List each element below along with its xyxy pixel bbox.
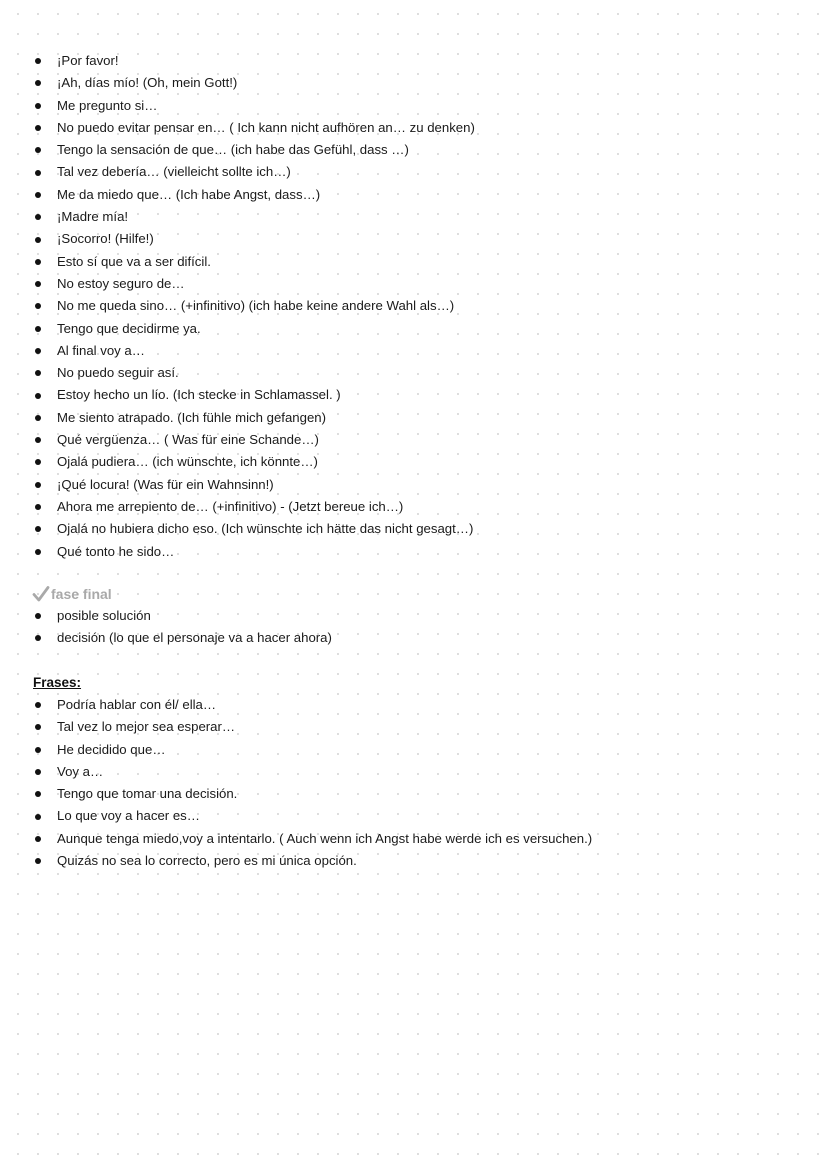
list-item — [33, 429, 475, 451]
list-item — [33, 716, 592, 738]
list-item — [33, 694, 592, 716]
fase-final-list — [33, 605, 332, 650]
list-item — [33, 518, 475, 540]
list-item-text: decisión (lo que el personaje va a hacer ahora) — [57, 630, 332, 646]
list-item-text: Qué tonto he sido… — [57, 543, 175, 559]
bullet-icon — [35, 613, 41, 619]
bullet-icon — [35, 348, 41, 354]
bullet-icon — [35, 769, 41, 775]
bullet-icon — [35, 549, 41, 555]
list-item-text: Aunque tenga miedo,voy a intentarlo. ( Auch wenn ich Angst habe werde ich es versuchen.) — [57, 830, 593, 846]
bullet-icon — [35, 482, 41, 488]
list-item — [33, 295, 475, 317]
list-item — [33, 318, 475, 340]
checkmark-icon — [32, 585, 50, 603]
list-item-text: Ojalá pudiera… (ich wünschte, ich könnte…) — [57, 454, 318, 470]
list-item — [33, 206, 475, 228]
list-item-text: Me siento atrapado. (Ich fühle mich gefangen) — [57, 409, 327, 425]
bullet-icon — [35, 836, 41, 842]
bullet-icon — [35, 170, 41, 176]
list-item — [33, 828, 592, 850]
bullet-icon — [35, 214, 41, 220]
list-item-text: Tal vez lo mejor sea esperar… — [57, 719, 236, 735]
bullet-icon — [35, 237, 41, 243]
bullet-icon — [35, 393, 41, 399]
list-item — [33, 805, 592, 827]
list-item-text: He decidido que… — [57, 741, 166, 757]
list-item — [33, 340, 475, 362]
list-item — [33, 139, 475, 161]
list-item — [33, 251, 475, 273]
fase-final-heading-text: fase final — [51, 586, 112, 602]
bullet-icon — [35, 370, 41, 376]
bullet-icon — [35, 192, 41, 198]
list-item — [33, 474, 475, 496]
bullet-icon — [35, 103, 41, 109]
list-item-text: Tengo que tomar una decisión. — [57, 786, 238, 802]
list-item-text: Ahora me arrepiento de… (+infinitivo) - (Jetzt bereue ich…) — [57, 498, 404, 514]
bullet-icon — [35, 80, 41, 86]
list-item-text: No puedo evitar pensar en… ( Ich kann nicht aufhören an… zu denken) — [57, 119, 475, 135]
list-item — [33, 72, 475, 94]
list-item-text: Tengo la sensación de que… (ich habe das Gefühl, dass …) — [57, 142, 409, 158]
list-item — [33, 184, 475, 206]
fase-final-heading — [32, 583, 112, 605]
list-item-text: ¡Madre mía! — [57, 209, 129, 225]
list-item-text: Ojalá no hubiera dicho eso. (Ich wünschte ich hätte das nicht gesagt…) — [57, 521, 474, 537]
bullet-icon — [35, 58, 41, 64]
bullet-icon — [35, 747, 41, 753]
list-item-text: Quizás no sea lo correcto, pero es mi única opción. — [57, 853, 357, 869]
list-item-text: ¡Qué locura! (Was für ein Wahnsinn!) — [57, 476, 274, 492]
list-item — [33, 783, 592, 805]
bullet-icon — [35, 791, 41, 797]
list-item-text: ¡Ah, días mío! (Oh, mein Gott!) — [57, 75, 238, 91]
expressions-list — [33, 50, 475, 563]
list-item — [33, 496, 475, 518]
list-item-text: Estoy hecho un lío. (Ich stecke in Schlamassel. ) — [57, 387, 341, 403]
bullet-icon — [35, 415, 41, 421]
list-item — [33, 161, 475, 183]
list-item — [33, 384, 475, 406]
list-item — [33, 273, 475, 295]
list-item-text: Tal vez debería… (vielleicht sollte ich…) — [57, 164, 291, 180]
bullet-icon — [35, 724, 41, 730]
list-item-text: Al final voy a… — [57, 342, 145, 358]
list-item-text: No estoy seguro de… — [57, 275, 185, 291]
bullet-icon — [35, 459, 41, 465]
list-item — [33, 50, 475, 72]
list-item-text: Me da miedo que… (Ich habe Angst, dass…) — [57, 186, 321, 202]
list-item — [33, 761, 592, 783]
bullet-icon — [35, 281, 41, 287]
list-item-text: Tengo que decidirme ya. — [57, 320, 201, 336]
bullet-icon — [35, 147, 41, 153]
list-item-text: Qué vergüenza… ( Was für eine Schande…) — [57, 432, 319, 448]
list-item — [33, 228, 475, 250]
bullet-icon — [35, 635, 41, 641]
frases-heading: Frases: — [33, 675, 82, 690]
list-item — [33, 739, 592, 761]
list-item — [33, 117, 475, 139]
bullet-icon — [35, 814, 41, 820]
list-item-text: Esto sí que va a ser difícil. — [57, 253, 211, 269]
list-item — [33, 362, 475, 384]
bullet-icon — [35, 259, 41, 265]
list-item-text: Podría hablar con él/ ella… — [57, 697, 217, 712]
bullet-icon — [35, 702, 41, 708]
list-item — [33, 451, 475, 473]
list-item-text: Me pregunto si… — [57, 97, 158, 113]
list-item — [33, 605, 332, 627]
bullet-icon — [35, 303, 41, 309]
bullet-icon — [35, 858, 41, 864]
bullet-icon — [35, 526, 41, 532]
list-item-text: posible solución — [57, 608, 151, 623]
list-item-text: Lo que voy a hacer es… — [57, 808, 200, 824]
list-item-text: ¡Socorro! (Hilfe!) — [57, 231, 154, 247]
list-item-text: No me queda sino… (+infinitivo) (ich habe keine andere Wahl als…) — [57, 298, 455, 314]
bullet-icon — [35, 437, 41, 443]
list-item-text: Voy a… — [57, 763, 104, 779]
list-item — [33, 95, 475, 117]
frases-list — [33, 694, 592, 872]
list-item — [33, 407, 475, 429]
list-item-text: No puedo seguir así. — [57, 365, 179, 381]
bullet-icon — [35, 504, 41, 510]
list-item-text: ¡Por favor! — [57, 53, 119, 68]
list-item — [33, 627, 332, 649]
list-item — [33, 850, 592, 872]
bullet-icon — [35, 326, 41, 332]
list-item — [33, 541, 475, 563]
bullet-icon — [35, 125, 41, 131]
